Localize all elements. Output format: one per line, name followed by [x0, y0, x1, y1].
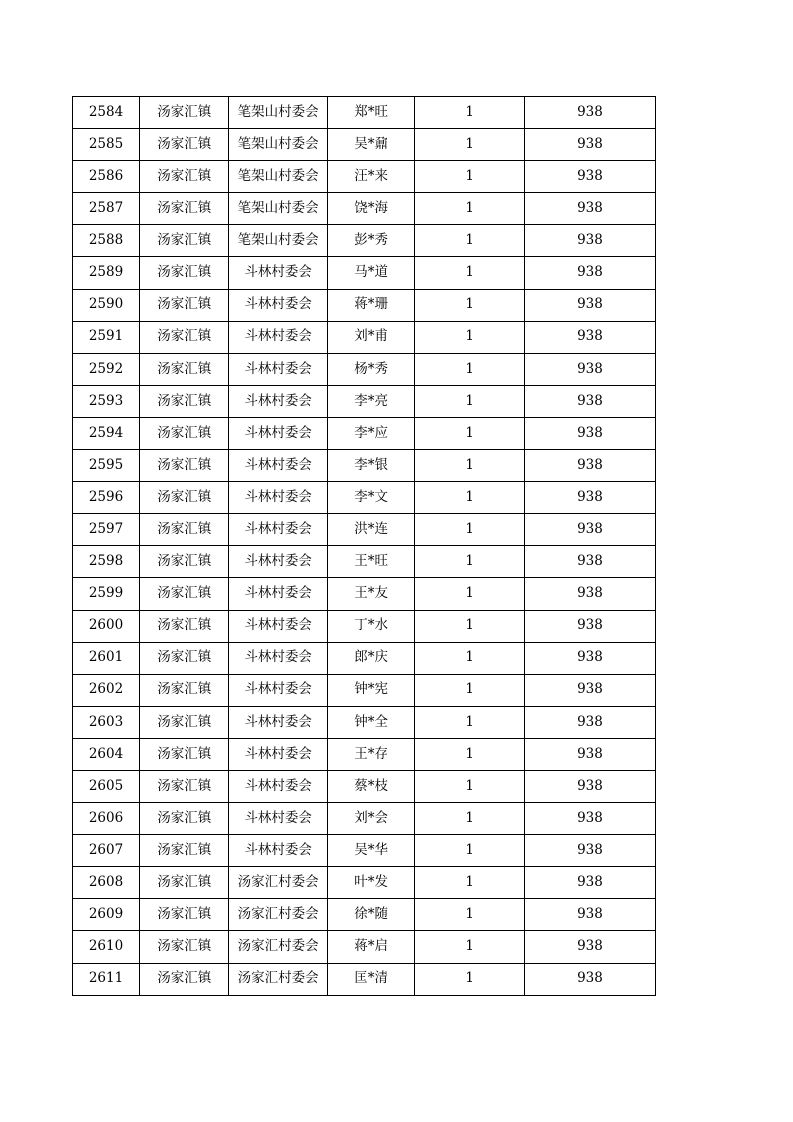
serial-number-cell: 2608 [73, 867, 140, 899]
person-name-cell: 吴*鼐 [327, 129, 414, 161]
village-committee-cell: 斗林村委会 [229, 385, 328, 417]
person-name-cell: 匡*清 [327, 963, 414, 995]
village-committee-cell: 斗林村委会 [229, 803, 328, 835]
village-committee-cell: 斗林村委会 [229, 257, 328, 289]
person-name-cell: 马*道 [327, 257, 414, 289]
serial-number-cell: 2605 [73, 770, 140, 802]
town-cell: 汤家汇镇 [140, 803, 229, 835]
table-row [73, 482, 656, 514]
household-count-cell: 1 [415, 97, 525, 129]
person-name-cell: 王*旺 [327, 546, 414, 578]
table-row [73, 963, 656, 995]
serial-number-cell: 2604 [73, 738, 140, 770]
town-cell: 汤家汇镇 [140, 738, 229, 770]
person-name-cell: 汪*来 [327, 161, 414, 193]
table-row [73, 353, 656, 385]
town-cell: 汤家汇镇 [140, 417, 229, 449]
serial-number-cell: 2594 [73, 417, 140, 449]
person-name-cell: 彭*秀 [327, 225, 414, 257]
amount-cell: 938 [524, 225, 655, 257]
village-committee-cell: 笔架山村委会 [229, 225, 328, 257]
village-committee-cell: 斗林村委会 [229, 482, 328, 514]
person-name-cell: 吴*华 [327, 835, 414, 867]
household-count-cell: 1 [415, 450, 525, 482]
town-cell: 汤家汇镇 [140, 674, 229, 706]
amount-cell: 938 [524, 385, 655, 417]
serial-number-cell: 2598 [73, 546, 140, 578]
serial-number-cell: 2609 [73, 899, 140, 931]
amount-cell: 938 [524, 129, 655, 161]
table-row [73, 225, 656, 257]
village-committee-cell: 斗林村委会 [229, 289, 328, 321]
amount-cell: 938 [524, 161, 655, 193]
person-name-cell: 蒋*珊 [327, 289, 414, 321]
table-row [73, 803, 656, 835]
village-committee-cell: 笔架山村委会 [229, 161, 328, 193]
amount-cell: 938 [524, 867, 655, 899]
person-name-cell: 郑*旺 [327, 97, 414, 129]
table-row [73, 674, 656, 706]
household-count-cell: 1 [415, 161, 525, 193]
household-count-cell: 1 [415, 353, 525, 385]
town-cell: 汤家汇镇 [140, 706, 229, 738]
serial-number-cell: 2584 [73, 97, 140, 129]
person-name-cell: 李*亮 [327, 385, 414, 417]
household-count-cell: 1 [415, 642, 525, 674]
village-committee-cell: 斗林村委会 [229, 514, 328, 546]
amount-cell: 938 [524, 546, 655, 578]
household-count-cell: 1 [415, 482, 525, 514]
amount-cell: 938 [524, 642, 655, 674]
person-name-cell: 杨*秀 [327, 353, 414, 385]
village-committee-cell: 汤家汇村委会 [229, 931, 328, 963]
town-cell: 汤家汇镇 [140, 835, 229, 867]
village-committee-cell: 斗林村委会 [229, 450, 328, 482]
table-row [73, 257, 656, 289]
person-name-cell: 蔡*枝 [327, 770, 414, 802]
table-row [73, 289, 656, 321]
village-committee-cell: 汤家汇村委会 [229, 899, 328, 931]
household-count-cell: 1 [415, 674, 525, 706]
household-count-cell: 1 [415, 931, 525, 963]
serial-number-cell: 2588 [73, 225, 140, 257]
amount-cell: 938 [524, 706, 655, 738]
serial-number-cell: 2611 [73, 963, 140, 995]
household-count-cell: 1 [415, 963, 525, 995]
table-row [73, 385, 656, 417]
table-row [73, 706, 656, 738]
serial-number-cell: 2585 [73, 129, 140, 161]
person-name-cell: 洪*连 [327, 514, 414, 546]
town-cell: 汤家汇镇 [140, 931, 229, 963]
household-count-cell: 1 [415, 706, 525, 738]
amount-cell: 938 [524, 193, 655, 225]
person-name-cell: 饶*海 [327, 193, 414, 225]
village-committee-cell: 斗林村委会 [229, 417, 328, 449]
table-row [73, 835, 656, 867]
amount-cell: 938 [524, 321, 655, 353]
table-row [73, 417, 656, 449]
household-count-cell: 1 [415, 417, 525, 449]
town-cell: 汤家汇镇 [140, 867, 229, 899]
amount-cell: 938 [524, 578, 655, 610]
person-name-cell: 钟*全 [327, 706, 414, 738]
village-committee-cell: 斗林村委会 [229, 642, 328, 674]
table-row [73, 546, 656, 578]
village-committee-cell: 斗林村委会 [229, 770, 328, 802]
person-name-cell: 李*文 [327, 482, 414, 514]
person-name-cell: 钟*宪 [327, 674, 414, 706]
serial-number-cell: 2591 [73, 321, 140, 353]
town-cell: 汤家汇镇 [140, 289, 229, 321]
amount-cell: 938 [524, 257, 655, 289]
village-committee-cell: 斗林村委会 [229, 610, 328, 642]
town-cell: 汤家汇镇 [140, 610, 229, 642]
town-cell: 汤家汇镇 [140, 546, 229, 578]
town-cell: 汤家汇镇 [140, 161, 229, 193]
person-name-cell: 刘*会 [327, 803, 414, 835]
household-count-cell: 1 [415, 321, 525, 353]
amount-cell: 938 [524, 353, 655, 385]
serial-number-cell: 2602 [73, 674, 140, 706]
amount-cell: 938 [524, 97, 655, 129]
person-name-cell: 郎*庆 [327, 642, 414, 674]
table-row [73, 514, 656, 546]
person-name-cell: 王*友 [327, 578, 414, 610]
table-row [73, 161, 656, 193]
table-row [73, 129, 656, 161]
village-committee-cell: 汤家汇村委会 [229, 867, 328, 899]
household-count-cell: 1 [415, 610, 525, 642]
serial-number-cell: 2610 [73, 931, 140, 963]
amount-cell: 938 [524, 770, 655, 802]
amount-cell: 938 [524, 417, 655, 449]
serial-number-cell: 2603 [73, 706, 140, 738]
household-count-cell: 1 [415, 129, 525, 161]
serial-number-cell: 2589 [73, 257, 140, 289]
person-name-cell: 丁*水 [327, 610, 414, 642]
town-cell: 汤家汇镇 [140, 385, 229, 417]
table-row [73, 899, 656, 931]
household-count-cell: 1 [415, 257, 525, 289]
serial-number-cell: 2597 [73, 514, 140, 546]
serial-number-cell: 2596 [73, 482, 140, 514]
household-count-cell: 1 [415, 578, 525, 610]
table-row [73, 578, 656, 610]
household-count-cell: 1 [415, 738, 525, 770]
town-cell: 汤家汇镇 [140, 578, 229, 610]
amount-cell: 938 [524, 289, 655, 321]
amount-cell: 938 [524, 450, 655, 482]
village-committee-cell: 斗林村委会 [229, 546, 328, 578]
table-row [73, 738, 656, 770]
household-count-cell: 1 [415, 803, 525, 835]
person-name-cell: 王*存 [327, 738, 414, 770]
serial-number-cell: 2590 [73, 289, 140, 321]
village-committee-cell: 笔架山村委会 [229, 193, 328, 225]
household-count-cell: 1 [415, 225, 525, 257]
household-count-cell: 1 [415, 546, 525, 578]
town-cell: 汤家汇镇 [140, 899, 229, 931]
serial-number-cell: 2593 [73, 385, 140, 417]
amount-cell: 938 [524, 803, 655, 835]
table-row [73, 193, 656, 225]
household-count-cell: 1 [415, 385, 525, 417]
village-committee-cell: 斗林村委会 [229, 578, 328, 610]
village-committee-cell: 斗林村委会 [229, 353, 328, 385]
town-cell: 汤家汇镇 [140, 642, 229, 674]
town-cell: 汤家汇镇 [140, 97, 229, 129]
table-row [73, 97, 656, 129]
town-cell: 汤家汇镇 [140, 225, 229, 257]
table-row [73, 867, 656, 899]
amount-cell: 938 [524, 738, 655, 770]
village-committee-cell: 斗林村委会 [229, 835, 328, 867]
table-row [73, 770, 656, 802]
serial-number-cell: 2587 [73, 193, 140, 225]
household-count-cell: 1 [415, 867, 525, 899]
amount-cell: 938 [524, 931, 655, 963]
person-name-cell: 徐*随 [327, 899, 414, 931]
village-committee-cell: 笔架山村委会 [229, 97, 328, 129]
table-row [73, 321, 656, 353]
town-cell: 汤家汇镇 [140, 129, 229, 161]
serial-number-cell: 2595 [73, 450, 140, 482]
roster-table [72, 96, 656, 996]
household-count-cell: 1 [415, 899, 525, 931]
person-name-cell: 李*应 [327, 417, 414, 449]
town-cell: 汤家汇镇 [140, 450, 229, 482]
village-committee-cell: 斗林村委会 [229, 738, 328, 770]
amount-cell: 938 [524, 482, 655, 514]
person-name-cell: 蒋*启 [327, 931, 414, 963]
amount-cell: 938 [524, 835, 655, 867]
serial-number-cell: 2592 [73, 353, 140, 385]
person-name-cell: 叶*发 [327, 867, 414, 899]
village-committee-cell: 斗林村委会 [229, 674, 328, 706]
table-row [73, 642, 656, 674]
serial-number-cell: 2600 [73, 610, 140, 642]
household-count-cell: 1 [415, 770, 525, 802]
amount-cell: 938 [524, 610, 655, 642]
serial-number-cell: 2606 [73, 803, 140, 835]
town-cell: 汤家汇镇 [140, 514, 229, 546]
serial-number-cell: 2599 [73, 578, 140, 610]
village-committee-cell: 笔架山村委会 [229, 129, 328, 161]
amount-cell: 938 [524, 963, 655, 995]
person-name-cell: 李*银 [327, 450, 414, 482]
town-cell: 汤家汇镇 [140, 770, 229, 802]
town-cell: 汤家汇镇 [140, 193, 229, 225]
household-count-cell: 1 [415, 289, 525, 321]
town-cell: 汤家汇镇 [140, 963, 229, 995]
serial-number-cell: 2586 [73, 161, 140, 193]
serial-number-cell: 2601 [73, 642, 140, 674]
household-count-cell: 1 [415, 193, 525, 225]
village-committee-cell: 汤家汇村委会 [229, 963, 328, 995]
town-cell: 汤家汇镇 [140, 482, 229, 514]
table-row [73, 931, 656, 963]
town-cell: 汤家汇镇 [140, 353, 229, 385]
serial-number-cell: 2607 [73, 835, 140, 867]
person-name-cell: 刘*甫 [327, 321, 414, 353]
roster-body [73, 97, 656, 996]
household-count-cell: 1 [415, 514, 525, 546]
table-row [73, 450, 656, 482]
town-cell: 汤家汇镇 [140, 321, 229, 353]
amount-cell: 938 [524, 674, 655, 706]
village-committee-cell: 斗林村委会 [229, 321, 328, 353]
table-row [73, 610, 656, 642]
amount-cell: 938 [524, 514, 655, 546]
town-cell: 汤家汇镇 [140, 257, 229, 289]
village-committee-cell: 斗林村委会 [229, 706, 328, 738]
household-count-cell: 1 [415, 835, 525, 867]
amount-cell: 938 [524, 899, 655, 931]
